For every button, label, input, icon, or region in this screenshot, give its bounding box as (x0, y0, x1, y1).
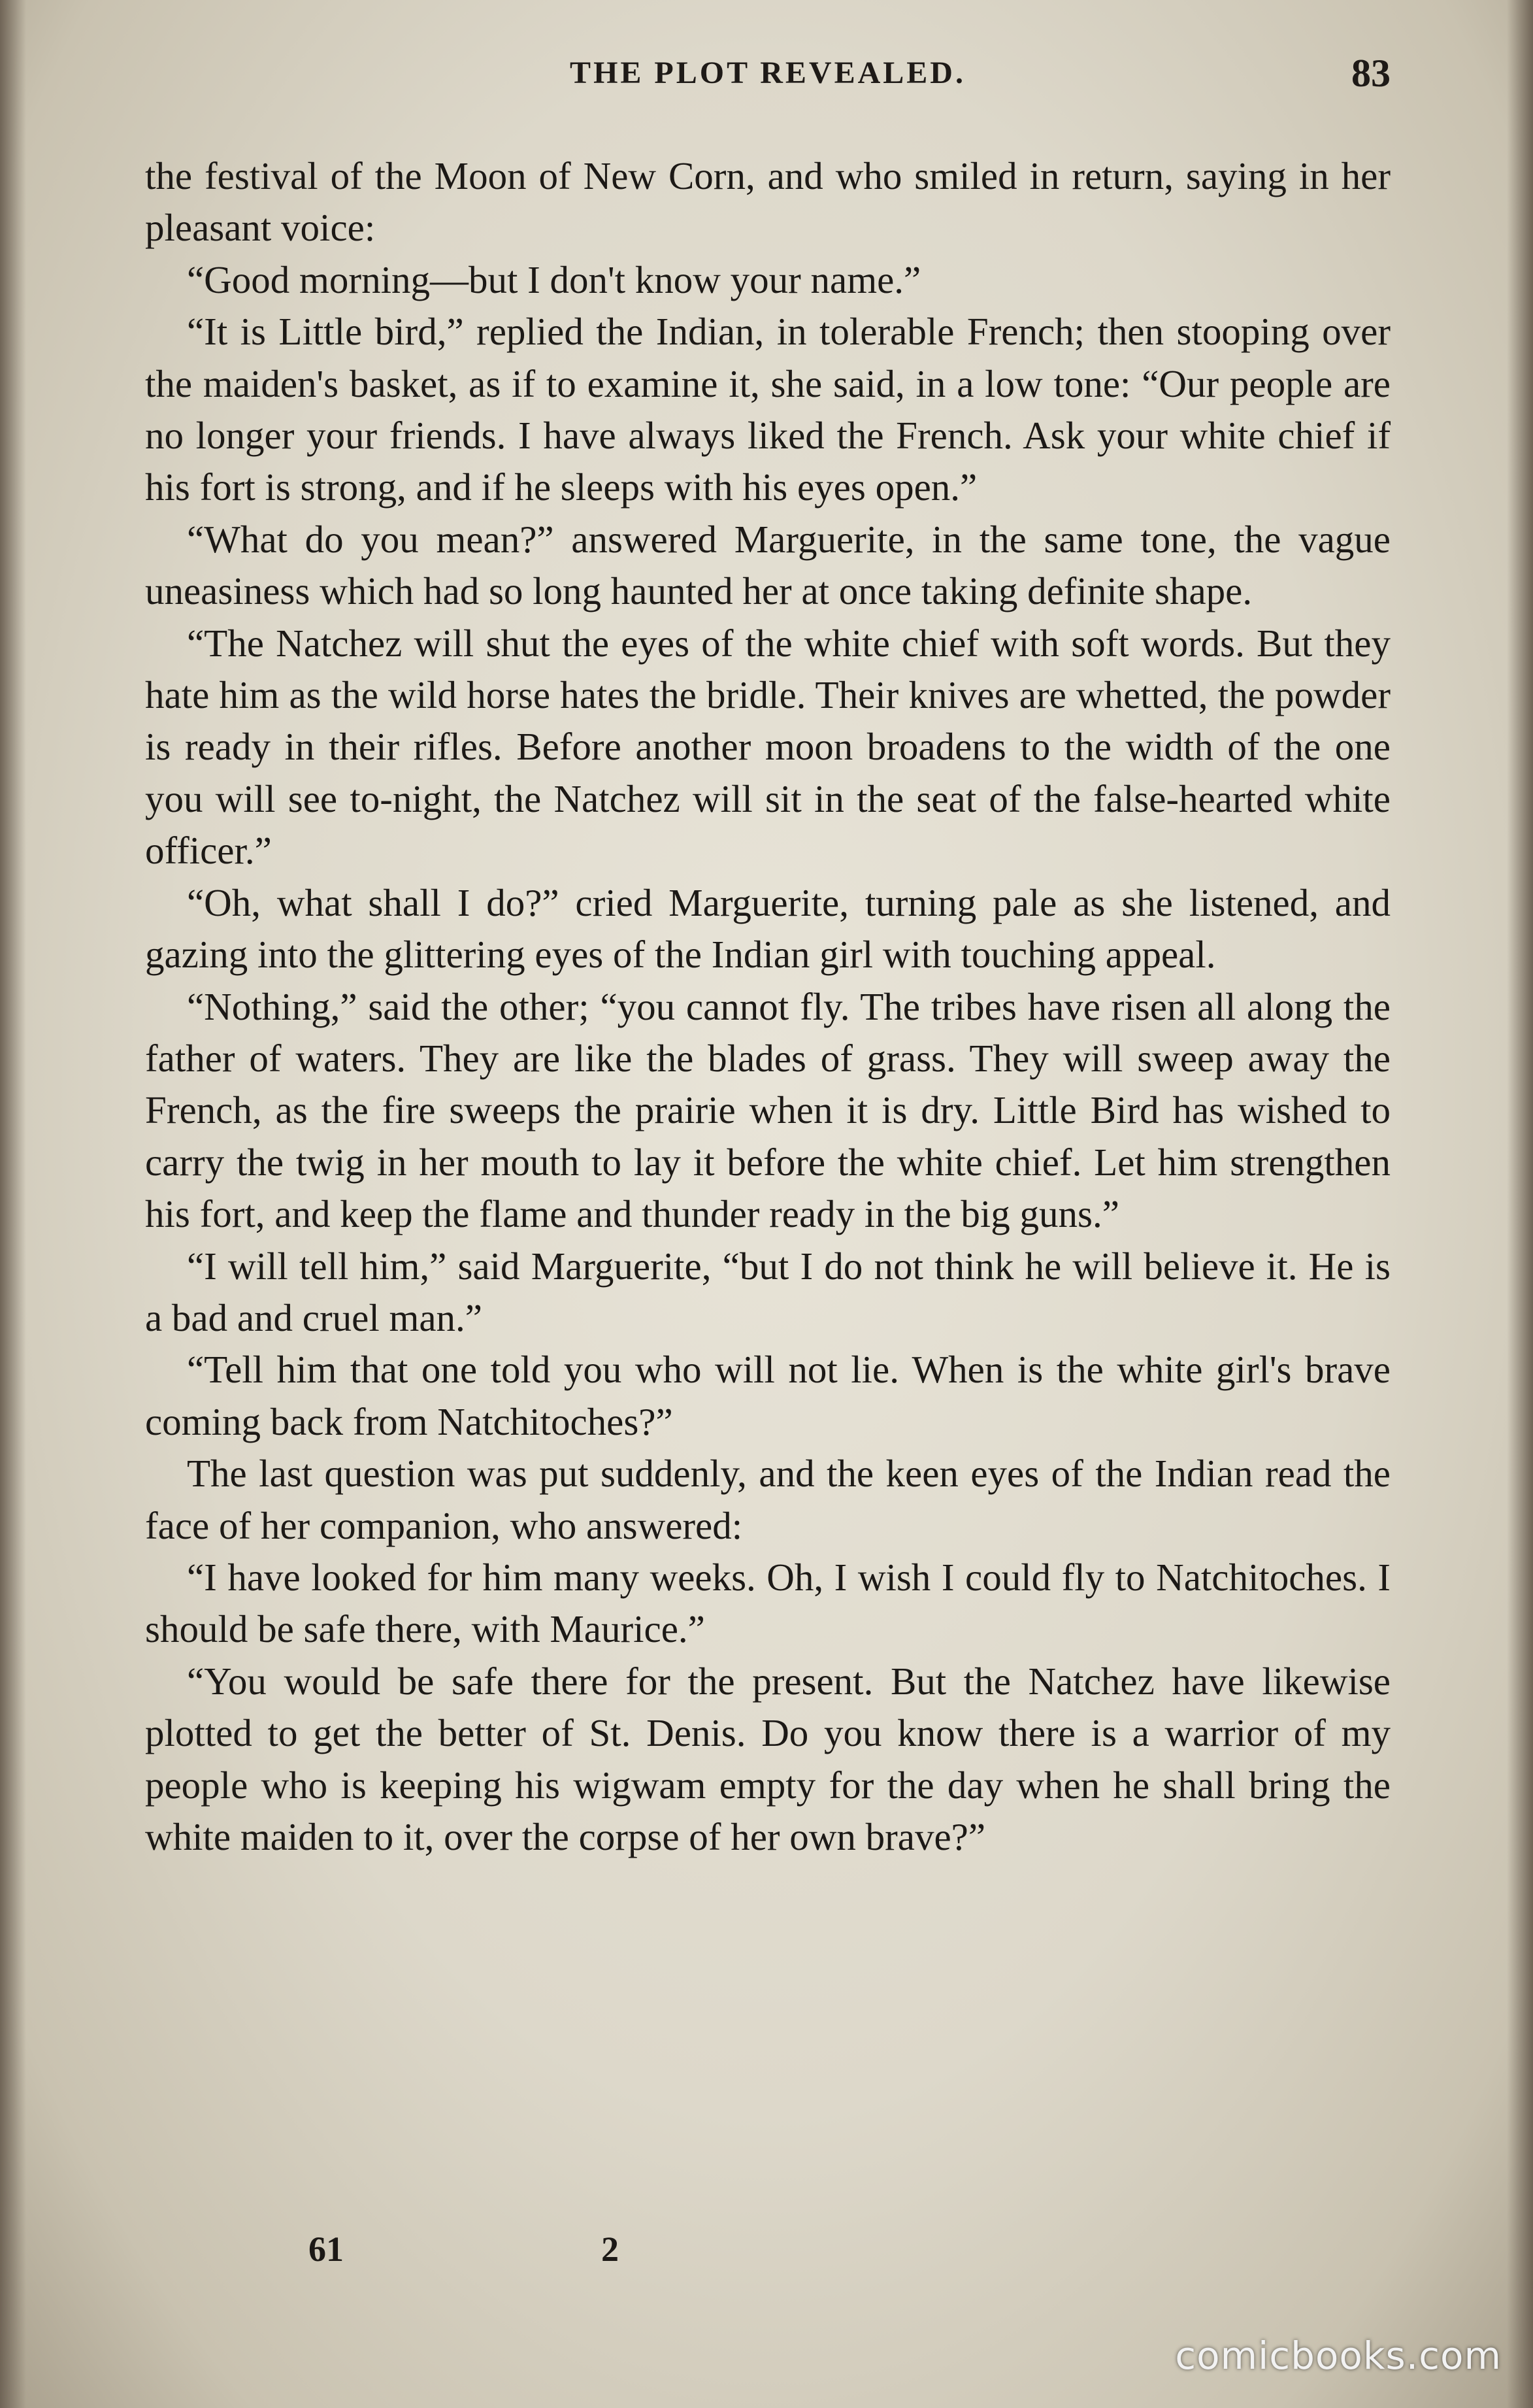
paragraph: “Nothing,” said the other; “you cannot fly. The tribes have risen all along the father of waters. They are like the blades of grass. They will sweep away the French, as the fire sweeps the prairie when it is dry. Little Bird has wished to carry the twig in her mouth to lay it before the white chief. Let him strengthen his fort, and keep the flame and thunder ready in the big guns.” (145, 984, 1391, 1236)
paragraph: The last question was put suddenly, and the keen eyes of the Indian read the face of her companion, who answered: (145, 1452, 1391, 1547)
paragraph: “I have looked for him many weeks. Oh, I wish I could fly to Natchitoches. I should be safe there, with Maurice.” (145, 1555, 1391, 1651)
signature-mark-left: 61 (308, 2230, 344, 2269)
paragraph: “Tell him that one told you who will not lie. When is the white girl's brave coming back from Natchitoches?” (145, 1348, 1391, 1443)
signature-mark-right: 2 (601, 2230, 619, 2269)
body-text (145, 150, 1391, 1863)
running-title: THE PLOT REVEALED. (570, 56, 966, 90)
paragraph: “Oh, what shall I do?” cried Marguerite, turning pale as she listened, and gazing into the glittering eyes of the Indian girl with touching appeal. (145, 880, 1391, 977)
paragraph: “What do you mean?” answered Marguerite, in the same tone, the vague uneasiness which had so long haunted her at once taking definite shape. (145, 517, 1391, 613)
page-footer (145, 2229, 733, 2281)
paragraph: “You would be safe there for the present. But the Natchez have likewise plotted to get the better of St. Denis. Do you know there is a warrior of my people who is keeping his wigwam empty for the day when he shall bring the white maiden to it, over the corpse of her own brave?” (145, 1659, 1391, 1858)
watermark: comicbooks.com (1175, 2333, 1502, 2378)
paragraph: “It is Little bird,” replied the Indian, in tolerable French; then stooping over the maiden's basket, as if to examine it, she said, in a low tone: “Our people are no longer your friends. I have always liked the French. Ask your white chief if his fort is strong, and if he sleeps with his eyes open.” (145, 310, 1391, 509)
page-left-edge (0, 0, 26, 2408)
paragraph: “I will tell him,” said Marguerite, “but I do not think he will believe it. He is a bad and cruel man.” (145, 1244, 1391, 1339)
page-right-edge (1507, 0, 1533, 2408)
page-number: 83 (1351, 52, 1391, 95)
paragraph: “Good morning—but I don't know your name.” (187, 258, 921, 301)
paragraph: the festival of the Moon of New Corn, and who smiled in return, saying in her pleasant voice: (145, 154, 1391, 250)
paragraph: “The Natchez will shut the eyes of the white chief with soft words. But they hate him as the wild horse hates the bridle. Their knives are whetted, the powder is ready in their rifles. Before another moon broadens to the width of the one you will see to-night, the Natchez will sit in the seat of the false-hearted white officer.” (145, 621, 1391, 873)
page-header (145, 51, 1391, 103)
